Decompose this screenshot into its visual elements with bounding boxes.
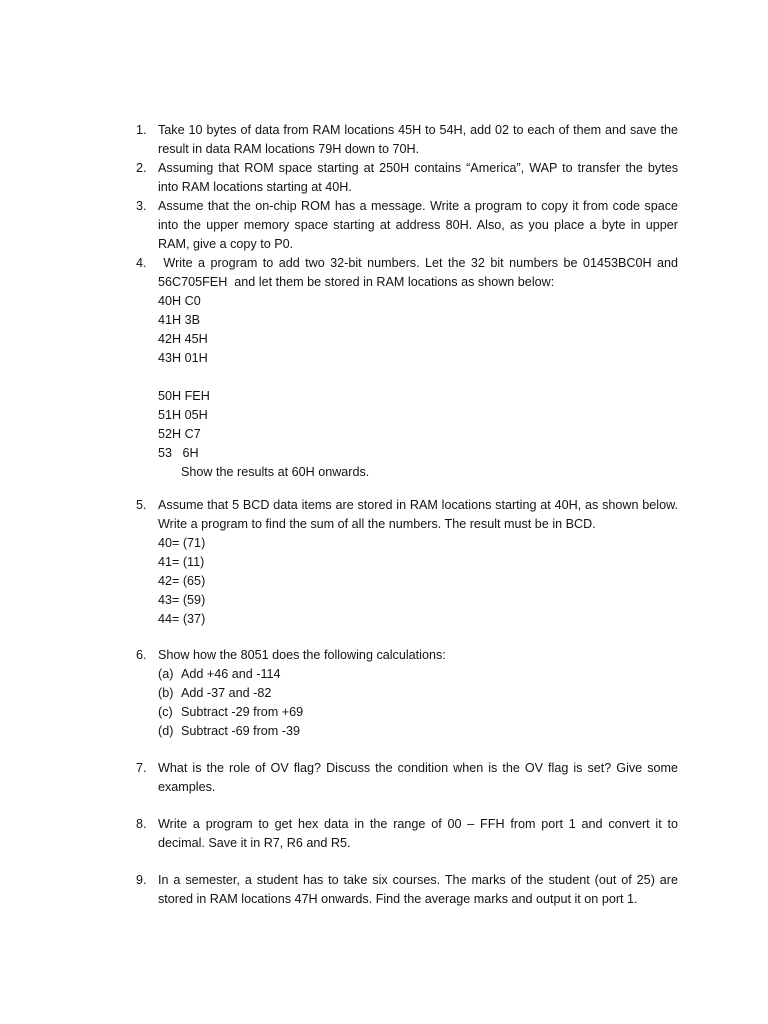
- question-number: 5.: [136, 498, 147, 512]
- question-number: 6.: [136, 648, 147, 662]
- sub-question-text: Subtract -29 from +69: [181, 705, 304, 719]
- question-text: [158, 121, 678, 159]
- bcd-item: 40= (71): [158, 536, 206, 550]
- question-number: 2.: [136, 161, 147, 175]
- bcd-item: 42= (65): [158, 574, 206, 588]
- sub-question-text: Add -37 and -82: [181, 686, 272, 700]
- question-line: Assume that the on-chip ROM has a message. Write a program to copy it from code space: [158, 199, 678, 213]
- question-line: decimal. Save it in R7, R6 and R5.: [158, 836, 351, 850]
- question-line: Take 10 bytes of data from RAM locations 45H to 54H, add 02 to each of them and save the: [158, 123, 678, 137]
- question-text: [158, 197, 678, 254]
- question-text: [158, 815, 678, 853]
- sub-question-label: (b): [158, 686, 174, 700]
- ram-entry: 40H C0: [158, 294, 201, 308]
- question-number: 4.: [136, 256, 147, 270]
- question-number: 8.: [136, 817, 147, 831]
- sub-question-text: Add +46 and -114: [181, 667, 281, 681]
- question-line: examples.: [158, 780, 216, 794]
- question-line: Write a program to add two 32-bit numbers. Let the 32 bit numbers be 01453BC0H and: [158, 256, 678, 270]
- question-number: 1.: [136, 123, 147, 137]
- sub-question: [158, 665, 678, 684]
- sub-question: [158, 722, 678, 741]
- ram-entry: 52H C7: [158, 427, 201, 441]
- sub-question-label: (a): [158, 667, 174, 681]
- ram-entry: 53 6H: [158, 446, 199, 460]
- question-line: RAM, give a copy to P0.: [158, 237, 294, 251]
- question-number: 7.: [136, 761, 147, 775]
- sub-question-text: Subtract -69 from -39: [181, 724, 300, 738]
- question-line: Show how the 8051 does the following calculations:: [158, 648, 446, 662]
- question-text: [158, 496, 678, 629]
- question-text: [158, 871, 678, 909]
- question-note: Show the results at 60H onwards.: [181, 465, 370, 479]
- bcd-item: 43= (59): [158, 593, 206, 607]
- question-line: into RAM locations starting at 40H.: [158, 180, 352, 194]
- question-line: stored in RAM locations 47H onwards. Find the average marks and output it on port 1.: [158, 892, 638, 906]
- ram-entry: 43H 01H: [158, 351, 208, 365]
- sub-question: [158, 703, 678, 722]
- question-line: result in data RAM locations 79H down to 70H.: [158, 142, 420, 156]
- bcd-item: 41= (11): [158, 555, 205, 569]
- question-text: [158, 254, 678, 482]
- question-text: [158, 759, 678, 797]
- question-number: 3.: [136, 199, 147, 213]
- sub-question: [158, 684, 678, 703]
- question-line: Write a program to find the sum of all the numbers. The result must be in BCD.: [158, 517, 596, 531]
- ram-entry: 41H 3B: [158, 313, 201, 327]
- question-line: What is the role of OV flag? Discuss the condition when is the OV flag is set? Give some: [158, 761, 678, 775]
- question-line: In a semester, a student has to take six courses. The marks of the student (out of 25) are: [158, 873, 678, 887]
- sub-question-label: (d): [158, 724, 174, 738]
- question-text: [158, 159, 678, 197]
- spacer: [158, 368, 678, 387]
- sub-question-label: (c): [158, 705, 173, 719]
- bcd-item: 44= (37): [158, 612, 206, 626]
- ram-entry: 51H 05H: [158, 408, 208, 422]
- question-line: Assuming that ROM space starting at 250H contains “America”, WAP to transfer the bytes: [158, 161, 678, 175]
- question-number: 9.: [136, 873, 147, 887]
- question-line: into the upper memory space starting at address 80H. Also, as you place a byte in upper: [158, 218, 678, 232]
- question-line: Assume that 5 BCD data items are stored in RAM locations starting at 40H, as shown below.: [158, 498, 678, 512]
- ram-entry: 42H 45H: [158, 332, 208, 346]
- question-text: [158, 646, 678, 741]
- ram-entry: 50H FEH: [158, 389, 210, 403]
- question-line: 56C705FEH and let them be stored in RAM locations as shown below:: [158, 275, 555, 289]
- question-line: Write a program to get hex data in the range of 00 – FFH from port 1 and convert it to: [158, 817, 678, 831]
